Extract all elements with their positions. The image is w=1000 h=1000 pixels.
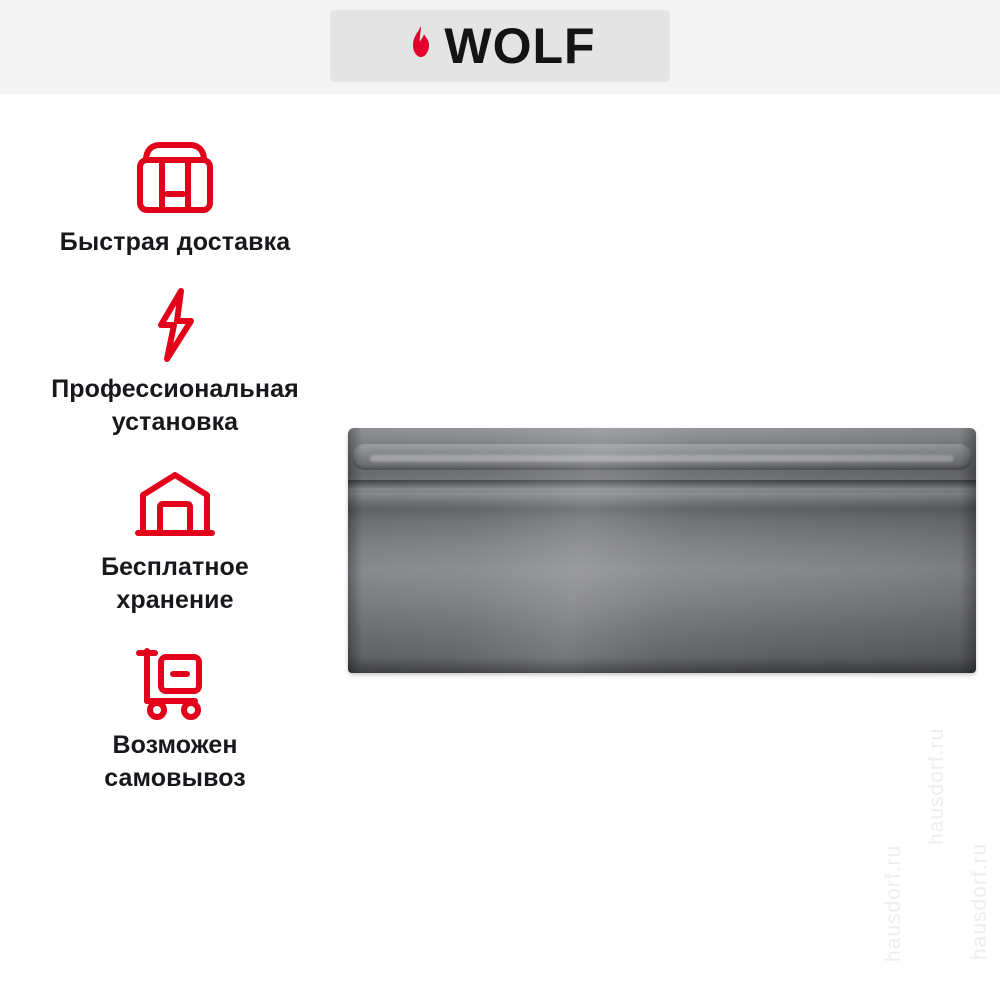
flame-icon [404, 23, 438, 69]
feature-label-installation-line2: установка [111, 408, 239, 436]
feature-label-delivery: Быстрая доставка [59, 228, 291, 256]
feature-label-installation-line1: Профессиональная [51, 375, 299, 403]
product-right-edge [960, 428, 976, 673]
brand-logo [330, 10, 670, 82]
product-left-edge [348, 428, 362, 673]
feature-label-pickup-line1: Возможен [112, 731, 238, 759]
lightning-bolt-icon [10, 287, 340, 365]
product-image [348, 428, 976, 673]
feature-item-pickup [10, 643, 340, 795]
product-bottom-shadow [348, 657, 976, 673]
feature-label-storage-line1: Бесплатное [101, 553, 249, 581]
product-body [348, 428, 976, 673]
box-icon [10, 140, 340, 218]
feature-list [10, 140, 340, 817]
product-sheen [348, 428, 976, 673]
feature-label-storage-line2: хранение [116, 586, 234, 614]
brand-wordmark: WOLF [444, 18, 596, 74]
watermark-3: hausdorf.ru [882, 844, 905, 962]
feature-item-storage [10, 465, 340, 617]
watermark-1: hausdorf.ru [968, 842, 991, 960]
feature-item-installation [10, 287, 340, 439]
feature-item-delivery [10, 140, 340, 259]
brand-header [0, 0, 1000, 94]
hand-truck-icon [10, 643, 340, 721]
watermark-2: hausdorf.ru [925, 727, 948, 845]
feature-label-pickup-line2: самовывоз [104, 764, 246, 792]
warehouse-icon [10, 465, 340, 543]
